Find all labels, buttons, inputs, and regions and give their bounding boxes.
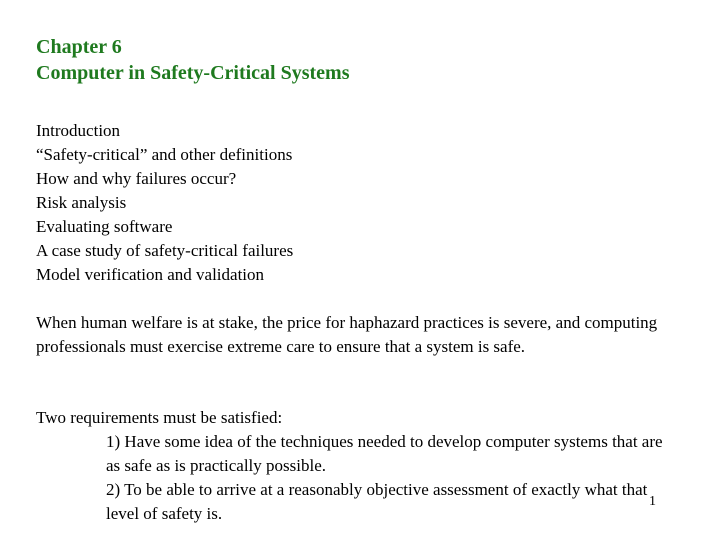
topic-item: Evaluating software	[36, 217, 173, 236]
topic-item: “Safety-critical” and other definitions	[36, 145, 293, 164]
topic-item: A case study of safety-critical failures	[36, 241, 294, 260]
requirements-block	[36, 406, 686, 526]
requirement-item: 2) To be able to arrive at a reasonably objective assessment of exactly what that level of safety is.	[106, 480, 648, 523]
page-number: 1	[649, 494, 656, 509]
topic-item: Risk analysis	[36, 193, 127, 212]
requirements-intro: Two requirements must be satisfied:	[36, 408, 283, 427]
chapter-title: Computer in Safety-Critical Systems	[36, 62, 350, 84]
chapter-number: Chapter 6	[36, 36, 122, 58]
topic-item: How and why failures occur?	[36, 169, 237, 188]
welfare-paragraph: When human welfare is at stake, the price for haphazard practices is severe, and computing professionals must exercise extreme care to ensure that a system is safe.	[36, 313, 658, 356]
topic-item: Introduction	[36, 121, 121, 140]
slide-title	[36, 34, 349, 86]
topic-item: Model verification and validation	[36, 265, 265, 284]
topic-list	[36, 119, 293, 287]
requirement-item: 1) Have some idea of the techniques needed to develop computer systems that are as safe as is practically possible.	[106, 432, 663, 475]
